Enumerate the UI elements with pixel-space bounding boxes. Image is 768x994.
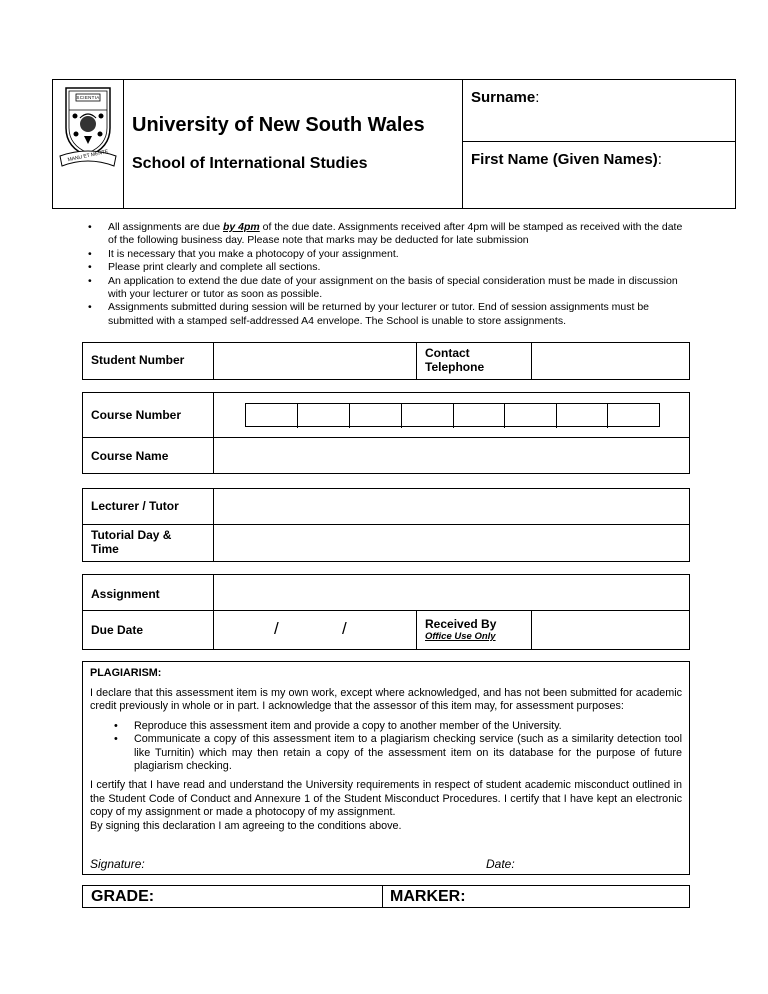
course-digit-box[interactable] xyxy=(453,404,504,428)
due-date-field[interactable] xyxy=(214,611,416,649)
course-number-label: Course Number xyxy=(91,408,182,422)
school-title: School of International Studies xyxy=(132,155,368,172)
grade-label: GRADE: xyxy=(91,888,155,905)
course-digit-box[interactable] xyxy=(556,404,607,428)
course-number-boxes xyxy=(245,403,660,427)
firstname-colon: : xyxy=(657,151,662,168)
signature-label: Signature: xyxy=(90,857,145,871)
received-by-field xyxy=(532,611,689,649)
surname-label xyxy=(471,89,539,107)
plagiarism-heading: PLAGIARISM: xyxy=(90,667,162,679)
course-name-field[interactable] xyxy=(214,438,689,473)
crest-motto-text: SCIENTIA xyxy=(76,95,100,100)
course-digit-box[interactable] xyxy=(297,404,349,428)
instructions-list xyxy=(88,221,688,328)
surname-label-text: Surname xyxy=(471,89,536,106)
course-digit-box[interactable] xyxy=(246,404,297,428)
instruction-text: All assignments are due xyxy=(108,221,223,233)
date-slash: / xyxy=(342,619,347,638)
assignment-field[interactable] xyxy=(214,575,689,610)
date-field[interactable] xyxy=(520,853,680,871)
student-number-field[interactable] xyxy=(214,343,416,379)
firstname-label xyxy=(471,151,662,169)
student-number-label: Student Number xyxy=(91,353,185,367)
header-divider-names xyxy=(462,79,463,209)
course-digit-box[interactable] xyxy=(607,404,659,428)
plagiarism-bullets xyxy=(90,720,682,774)
course-digit-box[interactable] xyxy=(504,404,556,428)
plagiarism-certification: I certify that I have read and understand the University requirements in respect of student academic misconduct outlined in the Student Code of Conduct and Annexure 1 of the Student Misconduct Procedures. I certify that I have kept an electronic copy of my assignment or made a photocopy of my assignment. xyxy=(90,779,682,819)
marker-label: MARKER: xyxy=(390,888,466,905)
firstname-label-text: First Name (Given Names) xyxy=(471,151,658,168)
instruction-item: • Assignments submitted during session will be returned by your lecturer or tutor. End of session assignments must be submitted with a stamped self-addressed A4 envelope. The School is unable to store assignments. xyxy=(88,301,688,328)
header-divider-logo xyxy=(123,79,124,209)
lecturer-tutor-label: Lecturer / Tutor xyxy=(91,499,179,513)
contact-telephone-field[interactable] xyxy=(532,343,689,379)
lecturer-tutor-field[interactable] xyxy=(214,489,689,524)
header-box xyxy=(52,79,736,209)
grade-marker-box xyxy=(82,885,690,908)
course-digit-box[interactable] xyxy=(401,404,453,428)
divider xyxy=(416,342,417,380)
course-name-label: Course Name xyxy=(91,449,169,463)
university-title: University of New South Wales xyxy=(132,114,425,136)
divider xyxy=(382,885,383,908)
instruction-item xyxy=(88,221,688,248)
crest-banner-text: MANU ET MENTE xyxy=(67,148,109,164)
office-use-only-note: Office Use Only xyxy=(425,631,496,642)
divider xyxy=(416,610,417,650)
contact-telephone-label: Contact Telephone xyxy=(425,346,485,374)
due-date-label: Due Date xyxy=(91,623,144,637)
date-slash: / xyxy=(274,619,279,638)
assignment-label: Assignment xyxy=(91,587,160,601)
instruction-item: • Please print clearly and complete all sections. xyxy=(88,261,688,274)
instruction-text: of the due date. Assignments received after 4pm will be stamped as received with the date of the following business day. Please note that marks may be deducted for late submission xyxy=(108,221,683,247)
plagiarism-content xyxy=(90,667,682,833)
plagiarism-bullet: • Communicate a copy of this assessment item to a plagiarism checking service (such as a similarity detection tool like Turnitin) which may then retain a copy of the assessment item on its database for the purpose of future plagiarism checking. xyxy=(90,733,682,773)
plagiarism-declaration: I declare that this assessment item is my own work, except where acknowledged, and has not been submitted for academic credit previously in whole or in part. I acknowledge that the assessor of this item may, for assessment purposes: xyxy=(90,687,682,713)
course-digit-box[interactable] xyxy=(349,404,401,428)
received-by-label: Received By xyxy=(425,617,497,631)
instruction-item: • An application to extend the due date of your assignment on the basis of special consideration must be made in discussion with your lecturer or tutor as soon as possible. xyxy=(88,275,688,302)
instruction-item: • It is necessary that you make a photocopy of your assignment. xyxy=(88,248,688,261)
tutorial-day-time-label: Tutorial Day & Time xyxy=(91,528,172,556)
surname-colon: : xyxy=(535,89,540,106)
signature-field[interactable] xyxy=(152,853,472,871)
header-divider-surname xyxy=(462,141,736,142)
tutorial-day-time-field[interactable] xyxy=(214,525,689,561)
deadline-emphasis: by 4pm xyxy=(222,221,260,233)
plagiarism-bullet: • Reproduce this assessment item and provide a copy to another member of the University. xyxy=(90,720,682,733)
plagiarism-agreement: By signing this declaration I am agreeing to the conditions above. xyxy=(90,819,402,832)
date-label: Date: xyxy=(486,857,515,871)
